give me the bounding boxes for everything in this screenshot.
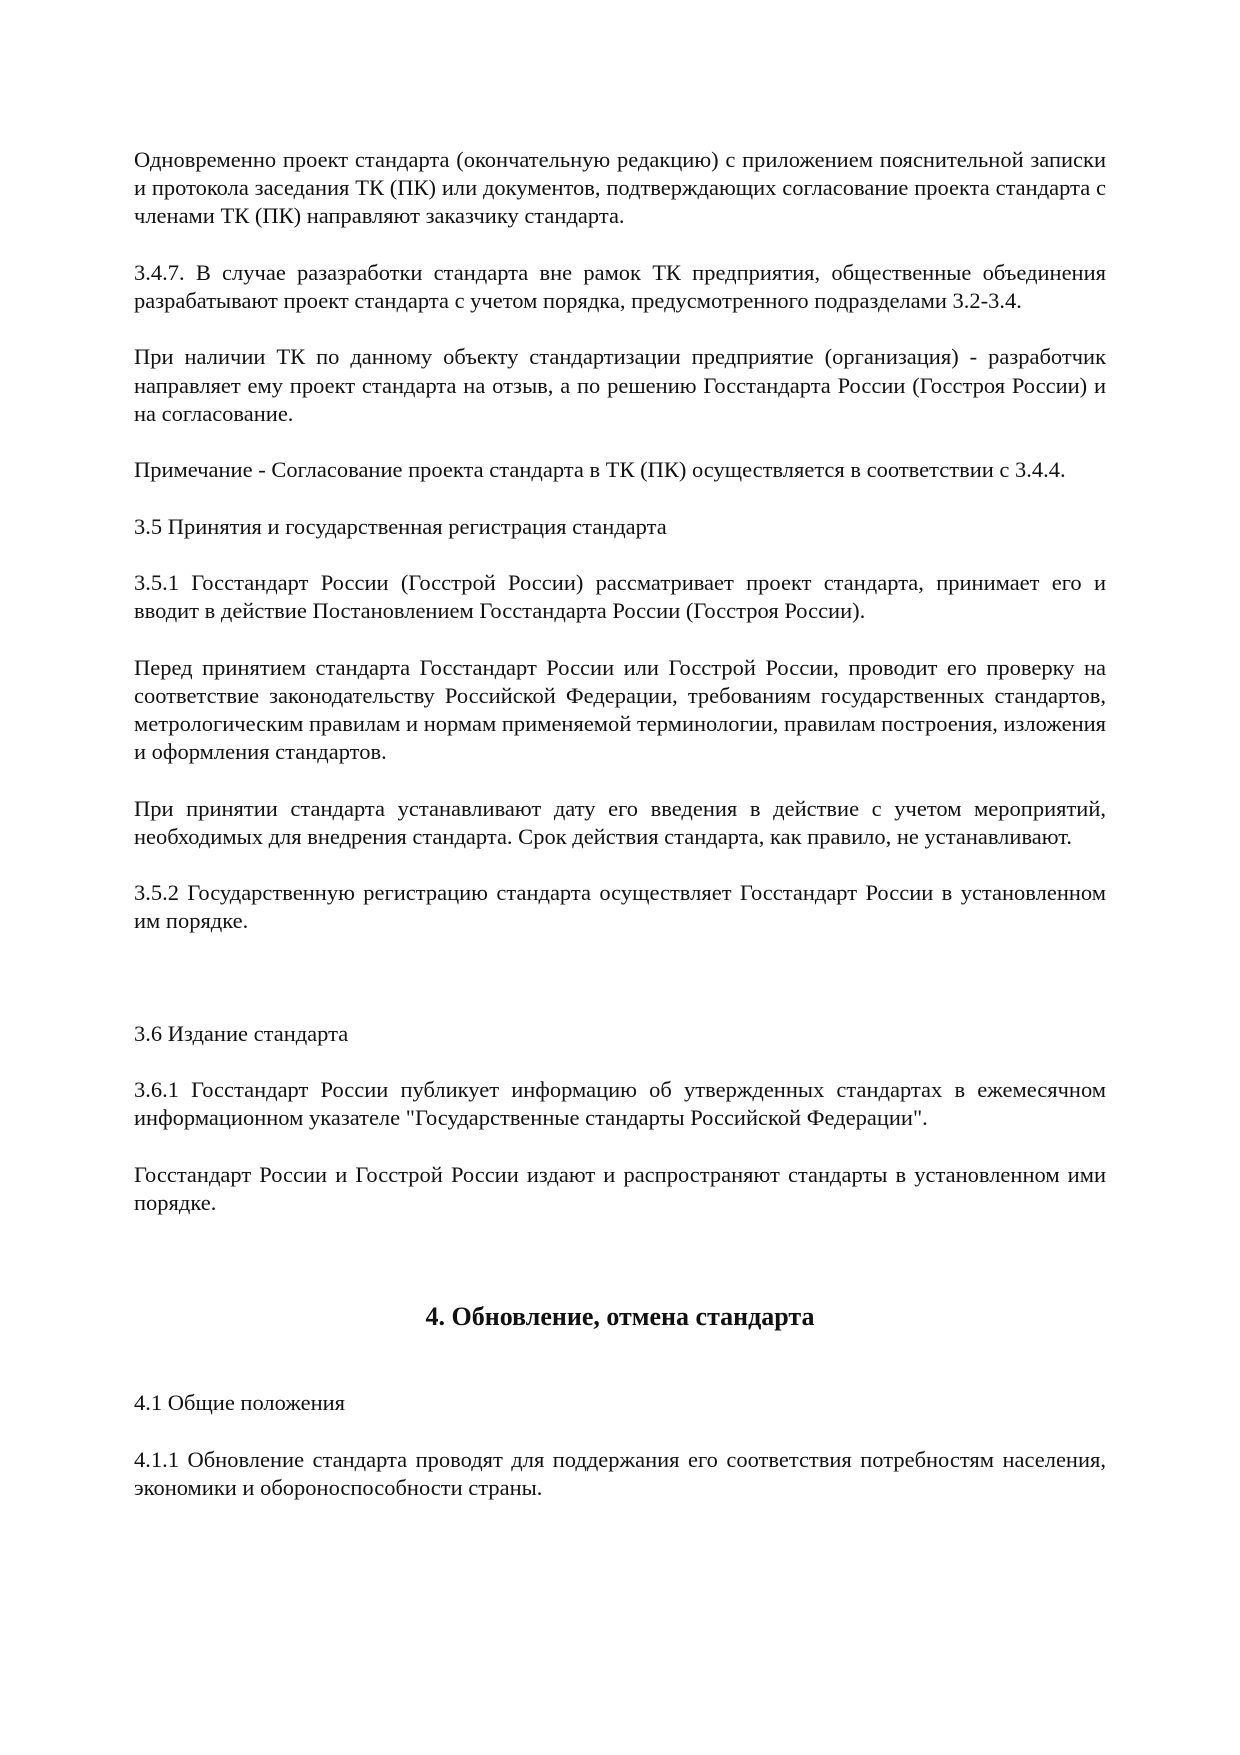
paragraph-project-submission: Одновременно проект стандарта (окончательную редакцию) с приложением пояснительной записки и протокола заседания ТК (ПК) или документов, подтверждающих согласование проекта стандарта с членами ТК (ПК) направляют заказчику стандарта. xyxy=(134,147,1106,229)
paragraph-compliance-check: Перед принятием стандарта Госстандарт России или Госстрой России, проводит его проверку на соответствие законодательству Российской Федерации, требованиям государственных стандартов, метрологическим правилам и нормам применяемой терминологии, правилам построения, изложения и оформления стандартов. xyxy=(134,654,1106,765)
paragraph-publishing: Госстандарт России и Госстрой России издают и распространяют стандарты в установленном ими порядке. xyxy=(134,1161,1106,1215)
subsection-title-3-5: 3.5 Принятия и государственная регистрация стандарта xyxy=(134,513,667,539)
spacer xyxy=(134,1245,1106,1301)
subsection-title-3-6: 3.6 Издание стандарта xyxy=(134,1020,349,1046)
document-page xyxy=(134,146,1106,1530)
paragraph-effective-date: При принятии стандарта устанавливают дату его введения в действие с учетом мероприятий, необходимых для внедрения стандарта. Срок действия стандарта, как правило, не устанавливают. xyxy=(134,795,1106,849)
spacer xyxy=(134,964,1106,1020)
paragraph-tk-review: При наличии ТК по данному объекту стандартизации предприятие (организация) - разработчик направляет ему проект стандарта на отзыв, а по решению Госстандарта России (Госстроя России) и на согласование. xyxy=(134,344,1106,426)
paragraph-3-4-7: 3.4.7. В случае разазработки стандарта вне рамок ТК предприятия, общественные объединения разрабатывают проект стандарта с учетом порядка, предусмотренного подразделами 3.2-3.4. xyxy=(134,259,1106,313)
paragraph-4-1-1: 4.1.1 Обновление стандарта проводят для поддержания его соответствия потребностям населения, экономики и обороноспособности страны. xyxy=(134,1446,1106,1500)
subsection-title-4-1: 4.1 Общие положения xyxy=(134,1390,346,1416)
paragraph-3-5-2: 3.5.2 Государственную регистрацию стандарта осуществляет Госстандарт России в установленном им порядке. xyxy=(134,880,1106,934)
paragraph-note: Примечание - Согласование проекта стандарта в ТК (ПК) осуществляется в соответствии с 3.4.4. xyxy=(134,457,1066,483)
paragraph-3-6-1: 3.6.1 Госстандарт России публикует информацию об утвержденных стандартах в ежемесячном информационном указателе "Государственные стандарты Российской Федерации". xyxy=(134,1077,1106,1131)
paragraph-3-5-1: 3.5.1 Госстандарт России (Госстрой России) рассматривает проект стандарта, принимает его и вводит в действие Постановлением Госстандарта России (Госстроя России). xyxy=(134,569,1106,624)
section-heading-4: 4. Обновление, отмена стандарта xyxy=(425,1302,815,1332)
